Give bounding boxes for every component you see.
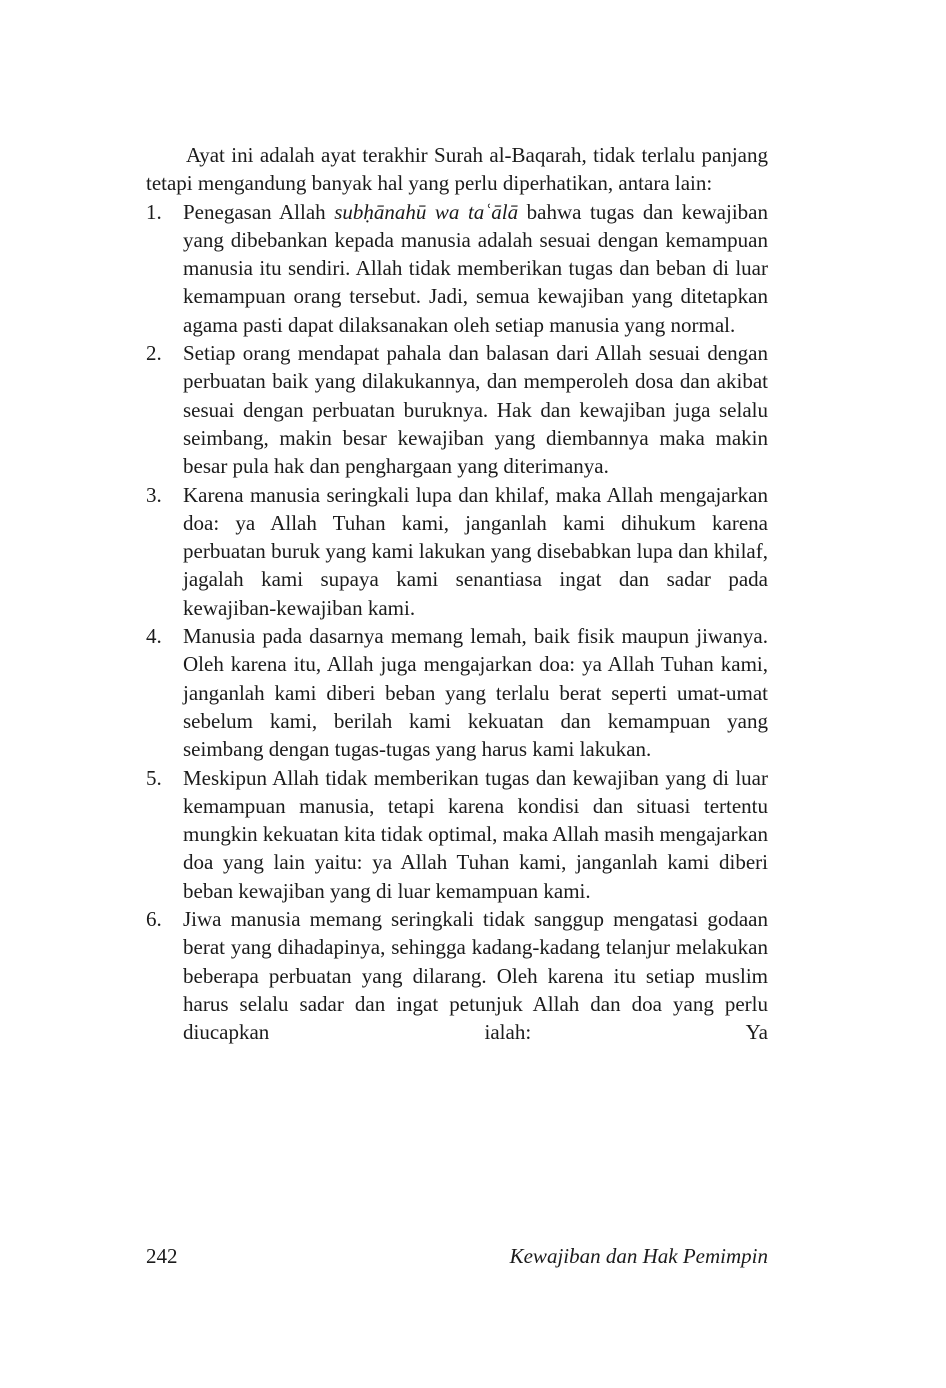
list-item-number: 5. xyxy=(146,765,162,790)
list-item-number: 2. xyxy=(146,341,162,366)
list-item-3 xyxy=(146,481,768,622)
list-item-text: Setiap orang mendapat pahala dan balasan dari Allah sesuai dengan perbuatan baik yang dilakukannya, dan memperoleh dosa dan akibat sesuai dengan perbuatan buruknya. Hak dan kewajiban juga selalu seimbang, makin besar kewajiban yang diembannya maka makin besar pula hak dan penghargaan yang diterimanya. xyxy=(183,341,768,479)
numbered-list xyxy=(146,198,768,1047)
list-item-number: 1. xyxy=(146,199,162,224)
list-item-text: Meskipun Allah tidak memberikan tugas dan kewajiban yang di luar kemampuan manusia, tetapi karena kondisi dan situasi tertentu mungkin kekuatan kita tidak optimal, maka Allah masih mengajarkan doa yang lain yaitu: ya Allah Tuhan kami, janganlah kami diberi beban kewajiban yang di luar kemampuan kami. xyxy=(183,765,768,903)
page-body xyxy=(146,141,768,1047)
list-item-text: Karena manusia seringkali lupa dan khilaf, maka Allah mengajarkan doa: ya Allah Tuhan kami, janganlah kami dihukum karena perbuatan buruk yang kami lakukan yang disebabkan lupa dan khilaf, jagalah kami supaya kami senantiasa ingat dan sadar pada kewajiban-kewajiban kami. xyxy=(183,482,768,620)
list-item-4 xyxy=(146,622,768,763)
list-item-2 xyxy=(146,339,768,480)
list-item-number: 3. xyxy=(146,482,162,507)
list-item-text: Manusia pada dasarnya memang lemah, baik fisik maupun jiwanya. Oleh karena itu, Allah juga mengajarkan doa: ya Allah Tuhan kami, janganlah kami diberi beban yang terlalu berat seperti umat-umat sebelum kami, berilah kami kekuatan dan kemampuan yang seimbang dengan tugas-tugas yang harus kami lakukan. xyxy=(183,624,768,762)
running-title: Kewajiban dan Hak Pemimpin xyxy=(509,1244,768,1268)
intro-paragraph: Ayat ini adalah ayat terakhir Surah al-Baqarah, tidak terlalu panjang tetapi mengandung banyak hal yang perlu diperhatikan, antara lain: xyxy=(146,143,768,196)
list-item-6 xyxy=(146,905,768,1046)
list-item-text: Penegasan Allah subḥānahū wa taʿālā bahwa tugas dan kewajiban yang dibebankan kepada manusia adalah sesuai dengan kemampuan manusia itu sendiri. Allah tidak memberikan tugas dan beban di luar kemampuan orang tersebut. Jadi, semua kewajiban yang ditetapkan agama pasti dapat dilaksanakan oleh setiap manusia yang normal. xyxy=(183,199,768,337)
list-item-number: 6. xyxy=(146,907,162,932)
list-item-1 xyxy=(146,198,768,339)
list-item-5 xyxy=(146,764,768,905)
list-item-text: Jiwa manusia memang seringkali tidak sanggup mengatasi godaan berat yang dihadapinya, sehingga kadang-kadang telanjur melakukan beberapa perbuatan yang dilarang. Oleh karena itu setiap muslim harus selalu sadar dan ingat petunjuk Allah dan doa yang perlu diucapkan ialah: Ya xyxy=(183,907,768,1045)
page-footer xyxy=(146,1242,768,1270)
page-number: 242 xyxy=(146,1244,178,1268)
list-item-number: 4. xyxy=(146,624,162,649)
